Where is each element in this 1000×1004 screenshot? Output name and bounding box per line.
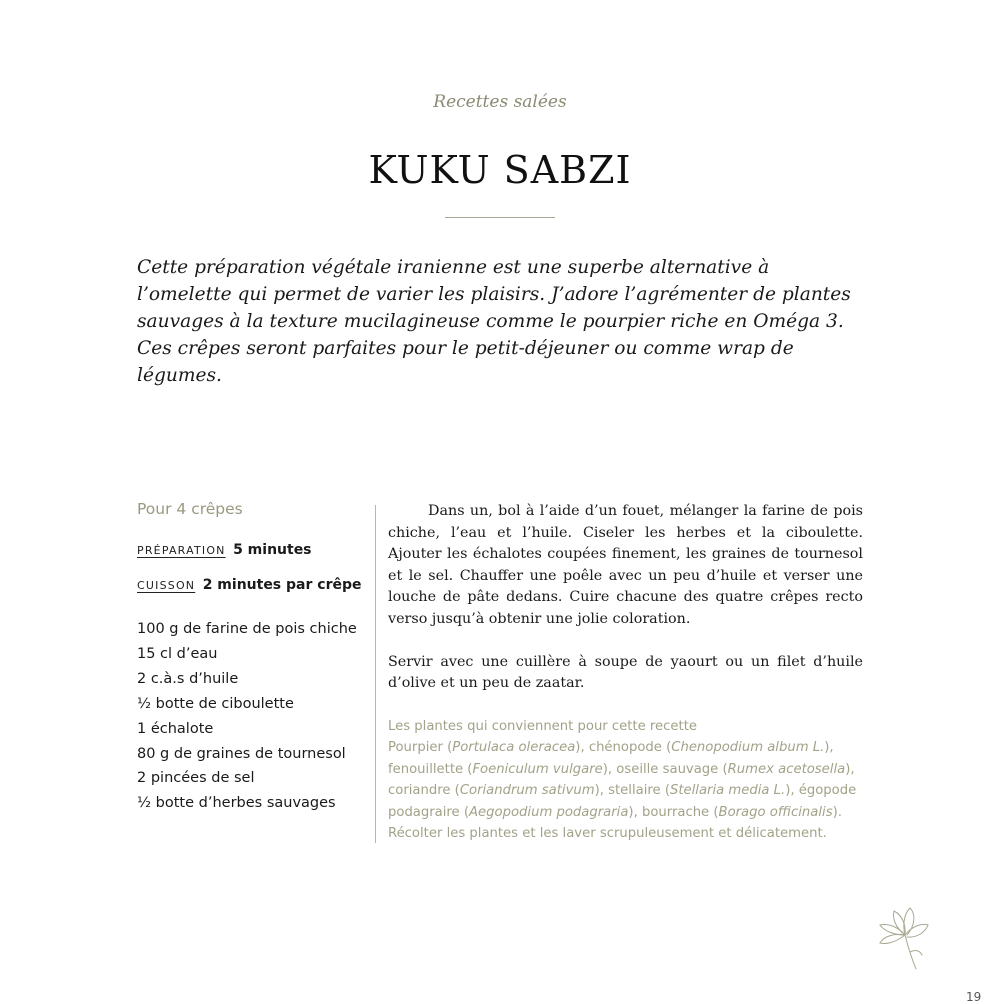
plant-latin: Coriandrum sativum <box>459 783 595 799</box>
prep-value: 5 minutes <box>233 542 312 558</box>
plants-list: Pourpier (Portulaca oleracea), chénopode (Chenopodium album L.), fenouillette (Foeniculum vulgare), oseille sauvage (Rumex acetosella), coriandre (Coriandrum sativum), stellaire (Stellaria media L.), égopode podagraire (Aegopodium podagraria), bourrache (Borago officinalis). Récolter les plantes et les laver scrupuleusement et délicatement. <box>388 740 857 842</box>
plant-latin: Chenopodium album L. <box>671 740 825 756</box>
plant-name: coriandre <box>388 783 451 799</box>
flower-icon <box>872 905 930 971</box>
ingredient-item: ½ botte d’herbes sauvages <box>137 795 336 812</box>
cook-label: CUISSON <box>137 579 196 592</box>
ingredient-item: ½ botte de ciboulette <box>137 695 294 712</box>
plant-latin: Portulaca oleracea <box>452 740 576 756</box>
ingredient-item: 80 g de graines de tournesol <box>137 745 346 762</box>
recipe-info-sidebar <box>137 500 367 816</box>
plant-name: Pourpier <box>388 740 443 756</box>
plant-name: fenouillette <box>388 761 464 777</box>
ingredient-item: 100 g de farine de pois chiche <box>137 621 357 637</box>
suitable-plants <box>388 716 866 844</box>
prep-time <box>137 542 367 558</box>
plant-name: égopode podagraire <box>388 783 857 820</box>
plant-name: stellaire <box>608 783 661 799</box>
plant-latin: Foeniculum vulgare <box>472 761 603 777</box>
column-divider <box>375 505 376 843</box>
plant-latin: Rumex acetosella <box>727 761 846 777</box>
prep-label: PRÉPARATION <box>137 544 226 557</box>
category-label: Recettes salées <box>433 92 567 112</box>
intro-paragraph: Cette préparation végétale iranienne est une superbe alternative à l’omelette qui permet de varier les plaisirs. J’adore l’agrémenter de plantes sauvages à la texture mucilagineuse comme le pourpier riche en Oméga 3. Ces crêpes seront parfaites pour le petit-déjeuner ou comme wrap de légumes. <box>137 257 851 386</box>
plant-name: bourrache <box>641 804 710 820</box>
cook-value: 2 minutes par crêpe <box>202 577 362 593</box>
plant-name: oseille sauvage <box>616 761 719 777</box>
plant-name: chénopode <box>588 740 662 756</box>
ingredient-item: 2 c.à.s d’huile <box>137 670 239 687</box>
ingredient-item: 15 cl d’eau <box>137 645 218 662</box>
ingredient-list <box>137 617 367 816</box>
ingredient-item: 1 échalote <box>137 720 214 737</box>
serving-suggestion: Servir avec une cuillère à soupe de yaourt ou un filet d’huile d’olive et un peu de zaatar. <box>388 653 863 692</box>
cook-time <box>137 577 367 593</box>
harvest-note: Récolter les plantes et les laver scrupuleusement et délicatement. <box>388 826 827 842</box>
plant-latin: Borago officinalis <box>718 804 833 820</box>
recipe-title: KUKU SABZI <box>368 148 632 192</box>
ingredient-item: 2 pincées de sel <box>137 770 255 787</box>
title-divider <box>445 217 555 218</box>
instruction-paragraph: Dans un, bol à l’aide d’un fouet, mélanger la farine de pois chiche, l’eau et l’huile. Ciseler les herbes et la ciboulette. Ajouter les échalotes coupées finement, les graines de tournesol et le sel. Chauffer une poêle avec un peu d’huile et verser une louche de pâte dedans. Cuire chacune des quatre crêpes recto verso jusqu’à obtenir une jolie coloration. <box>388 503 863 627</box>
servings: Pour 4 crêpes <box>137 500 243 518</box>
instructions <box>388 501 863 695</box>
plant-latin: Stellaria media L. <box>669 783 786 799</box>
page-number: 19 <box>966 990 982 1004</box>
plants-heading: Les plantes qui conviennent pour cette recette <box>388 719 697 734</box>
plant-latin: Aegopodium podagraria <box>469 804 629 820</box>
